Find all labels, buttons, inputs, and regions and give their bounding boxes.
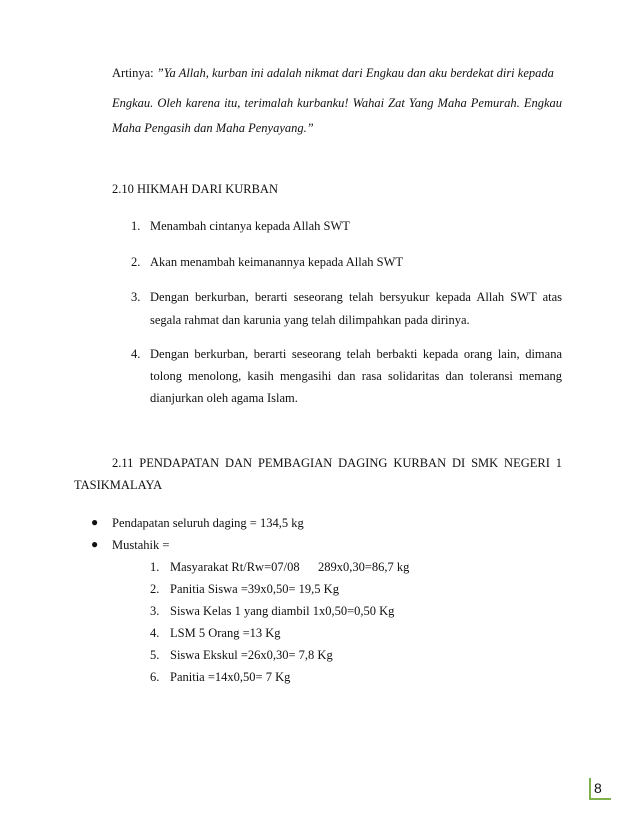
hikmah-item-2-num: 2. xyxy=(131,255,141,269)
doa-label: Artinya: xyxy=(112,66,154,80)
hikmah-item-4-line-1: Dengan berkurban, berarti seseorang telah berbakti kepada orang lain, dimana xyxy=(150,347,562,361)
mustahik-label: Mustahik = xyxy=(112,538,170,552)
mustahik-1-value: 289x0,30=86,7 kg xyxy=(318,560,410,574)
hikmah-item-1-text: Menambah cintanya kepada Allah SWT xyxy=(150,219,350,233)
doa-line-2: Engkau. Oleh karena itu, terimalah kurbanku! Wahai Zat Yang Maha Pemurah. Engkau xyxy=(112,96,562,110)
doa-text-1: ”Ya Allah, kurban ini adalah nikmat dari Engkau dan aku berdekat diri kepada xyxy=(156,66,554,80)
doa-line-3: Maha Pengasih dan Maha Penyayang.” xyxy=(112,121,314,135)
hikmah-item-4-num: 4. xyxy=(131,347,141,361)
mustahik-4-text: LSM 5 Orang =13 Kg xyxy=(170,626,281,640)
hikmah-item-1-num: 1. xyxy=(131,219,141,233)
mustahik-4-num: 4. xyxy=(150,626,160,640)
section-heading-pendapatan: 2.11 PENDAPATAN DAN PEMBAGIAN DAGING KURBAN DI SMK NEGERI 1 xyxy=(112,456,562,470)
mustahik-6-text: Panitia =14x0,50= 7 Kg xyxy=(170,670,291,684)
mustahik-5-num: 5. xyxy=(150,648,160,662)
bullet-icon: ● xyxy=(91,537,99,551)
hikmah-item-4-line-2: tolong menolong, kasih mengasihi dan rasa solidaritas dan toleransi memang xyxy=(150,369,562,383)
mustahik-1-text: Masyarakat Rt/Rw=07/08 xyxy=(170,560,300,574)
mustahik-3-num: 3. xyxy=(150,604,160,618)
doa-line-1 xyxy=(112,66,562,81)
hikmah-item-3-line-1: Dengan berkurban, berarti seseorang telah bersyukur kepada Allah SWT atas xyxy=(150,290,562,304)
section-heading-hikmah: 2.10 HIKMAH DARI KURBAN xyxy=(112,182,278,196)
pendapatan-total: Pendapatan seluruh daging = 134,5 kg xyxy=(112,516,304,530)
mustahik-1-num: 1. xyxy=(150,560,160,574)
mustahik-3-text: Siswa Kelas 1 yang diambil 1x0,50=0,50 Kg xyxy=(170,604,395,618)
hikmah-item-3-line-2: segala rahmat dan karunia yang telah dilimpahkan pada dirinya. xyxy=(150,313,470,327)
bullet-icon: ● xyxy=(91,515,99,529)
section-heading-pendapatan-cont: TASIKMALAYA xyxy=(74,478,163,492)
hikmah-item-4-line-3: dianjurkan oleh agama Islam. xyxy=(150,391,298,405)
mustahik-6-num: 6. xyxy=(150,670,160,684)
hikmah-item-3-num: 3. xyxy=(131,290,141,304)
mustahik-2-text: Panitia Siswa =39x0,50= 19,5 Kg xyxy=(170,582,339,596)
mustahik-5-text: Siswa Ekskul =26x0,30= 7,8 Kg xyxy=(170,648,333,662)
page-number: 8 xyxy=(594,780,602,796)
hikmah-item-2-text: Akan menambah keimanannya kepada Allah SWT xyxy=(150,255,404,269)
mustahik-2-num: 2. xyxy=(150,582,160,596)
